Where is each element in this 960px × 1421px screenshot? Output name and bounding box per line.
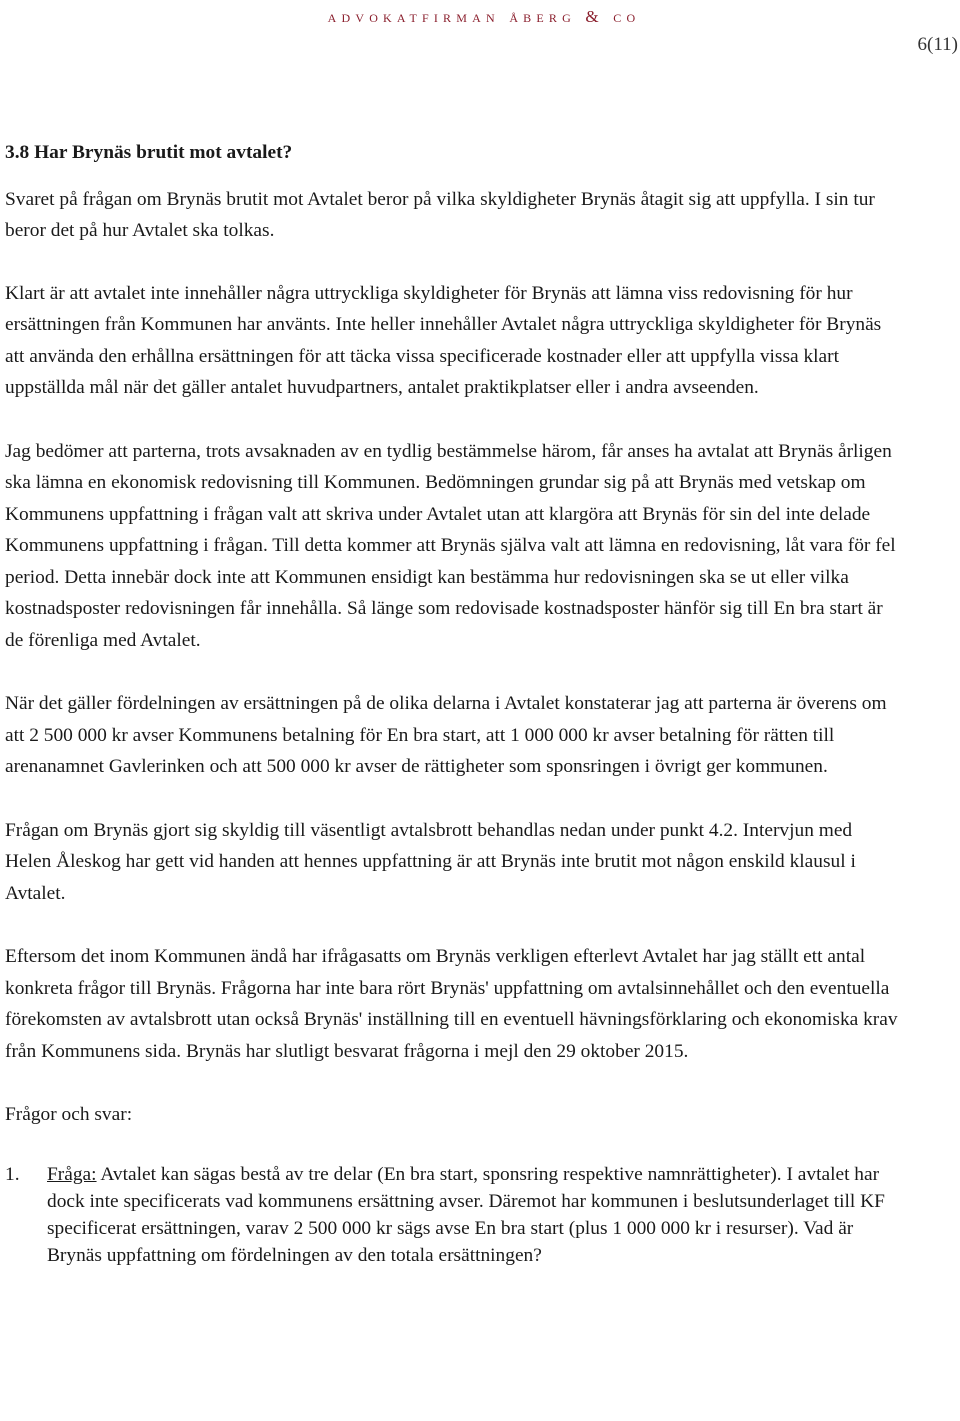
paragraph: Klart är att avtalet inte innehåller några uttryckliga skyldigheter för Brynäs att lämna viss redovisning för hur ersättningen från Kommunen har använts. Inte heller innehåller Avtalet några uttryckliga skyldigheter för Brynäs att använda den erhållna ersättningen för att täcka vissa specificerade kostnader eller att uppfylla vissa klart uppställda mål när det gäller antalet huvudpartners, antalet praktikplatser eller i andra avseenden.: [5, 282, 882, 398]
page-number: 6(11): [917, 34, 958, 55]
letterhead: [0, 7, 960, 27]
paragraph: Frågan om Brynäs gjort sig skyldig till väsentligt avtalsbrott behandlas nedan under punkt 4.2. Intervjun med Helen Åleskog har gett vid handen att hennes uppfattning är att Brynäs inte brutit mot någon enskild klausul i Avtalet.: [5, 819, 856, 904]
list-item: [5, 1161, 900, 1270]
question-text: Avtalet kan sägas bestå av tre delar (En bra start, sponsring respektive namnrättigheter). I avtalet har dock inte specificerats vad kommunens ersättning avser. Däremot har kommunen i beslutsunderlaget till KF specificerat ersättningen, varav 2 500 000 kr sägs avse En bra start (plus 1 000 000 kr i resurser). Vad är Brynäs uppfattning om fördelningen av den totala ersättningen?: [47, 1163, 885, 1267]
question-label: Fråga:: [47, 1163, 97, 1185]
paragraph: Eftersom det inom Kommunen ändå har ifrågasatts om Brynäs verkligen efterlevt Avtalet har jag ställt ett antal konkreta frågor till Brynäs. Frågorna har inte bara rört Brynäs' uppfattning om avtalsinnehållet och den eventuella förekomsten av avtalsbrott utan också Brynäs' inställning till en eventuell hävningsförklaring och ekonomiska krav från Kommunens sida. Brynäs har slutligt besvarat frågorna i mejl den 29 oktober 2015.: [5, 946, 898, 1062]
firm-name: advokatfirman åberg & co: [327, 7, 641, 26]
paragraph: Jag bedömer att parterna, trots avsaknaden av en tydlig bestämmelse härom, får anses ha avtalat att Brynäs årligen ska lämna en ekonomisk redovisning till Kommunen. Bedömningen grundar sig på att Brynäs med vetskap om Kommunens uppfattning i frågan valt att skriva under Avtalet utan att klargöra att Brynäs för sin del inte delade Kommunens uppfattning i frågan. Till detta kommer att Brynäs själva valt att lämna en redovisning, låt vara för fel period. Detta innebär dock inte att Kommunen ensidigt kan bestämma hur redovisningen ska se ut eller vilka kostnadsposter redovisningen får innehålla. Så länge som redovisade kostnadsposter hänför sig till En bra start är de förenliga med Avtalet.: [5, 440, 896, 651]
questions-intro: Frågor och svar:: [5, 1104, 133, 1125]
paragraph: När det gäller fördelningen av ersättningen på de olika delarna i Avtalet konstaterar jag att parterna är överens om att 2 500 000 kr avser Kommunens betalning för En bra start, att 1 000 000 kr avser betalning för rätten till arenanamnet Gavlerinken och att 500 000 kr avser de rättigheter som sponsringen i övrigt ger kommunen.: [5, 693, 887, 777]
question-list: [5, 1161, 900, 1270]
paragraph: Svaret på frågan om Brynäs brutit mot Avtalet beror på vilka skyldigheter Brynäs åtagit sig att uppfylla. I sin tur beror det på hur Avtalet ska tolkas.: [5, 188, 875, 241]
section-heading: 3.8 Har Brynäs brutit mot avtalet?: [5, 142, 293, 163]
document-body: [5, 137, 900, 1269]
question-number: 1.: [5, 1163, 20, 1185]
